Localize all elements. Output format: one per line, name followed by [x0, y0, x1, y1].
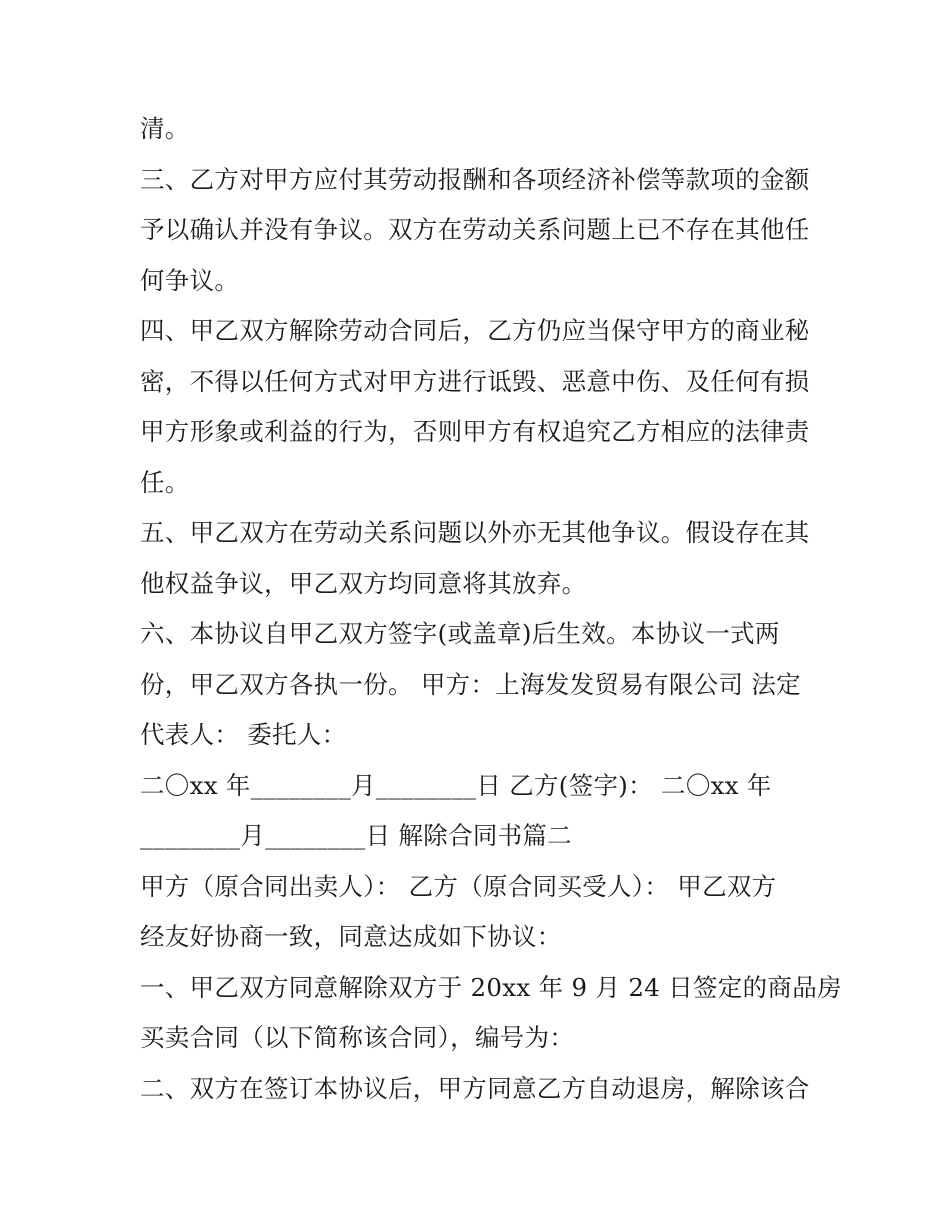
- text-line: 份，甲乙双方各执一份。 甲方：上海发发贸易有限公司 法定: [140, 669, 801, 699]
- text-line: 经友好协商一致，同意达成如下协议：: [140, 922, 562, 951]
- text-line: 三、乙方对甲方应付其劳动报酬和各项经济补偿等款项的金额: [140, 164, 810, 194]
- text-line: 密，不得以任何方式对甲方进行诋毁、恶意中伤、及任何有损: [140, 366, 810, 396]
- text-line: 清。: [140, 114, 190, 143]
- text-line: 二〇xx 年________月________日 乙方(签字)： 二〇xx 年: [140, 770, 772, 800]
- text-line: 一、甲乙双方同意解除双方于 20xx 年 9 月 24 日签定的商品房: [140, 972, 842, 1002]
- text-line: 代表人： 委托人：: [140, 720, 347, 749]
- text-line: 何争议。: [140, 265, 240, 295]
- text-line: ________月________日 解除合同书篇二: [140, 821, 573, 850]
- text-line: 甲方（原合同出卖人）： 乙方（原合同买受人）： 甲乙双方: [140, 871, 777, 901]
- text-line: 予以确认并没有争议。双方在劳动关系问题上已不存在其他任: [140, 215, 810, 244]
- text-line: 买卖合同（以下简称该合同），编号为：: [140, 1023, 575, 1052]
- text-line: 五、甲乙双方在劳动关系问题以外亦无其他争议。假设存在其: [140, 518, 810, 547]
- text-line: 任。: [140, 467, 190, 497]
- text-line: 六、本协议自甲乙双方签字(或盖章)后生效。本协议一式两: [140, 619, 780, 648]
- text-line: 甲方形象或利益的行为，否则甲方有权追究乙方相应的法律责: [140, 417, 810, 446]
- text-line: 二、双方在签订本协议后，甲方同意乙方自动退房，解除该合: [140, 1073, 810, 1103]
- text-line: 四、甲乙双方解除劳动合同后，乙方仍应当保守甲方的商业秘: [140, 316, 810, 345]
- document-body: [140, 104, 842, 1114]
- text-line: 他权益争议，甲乙双方均同意将其放弃。: [140, 568, 587, 598]
